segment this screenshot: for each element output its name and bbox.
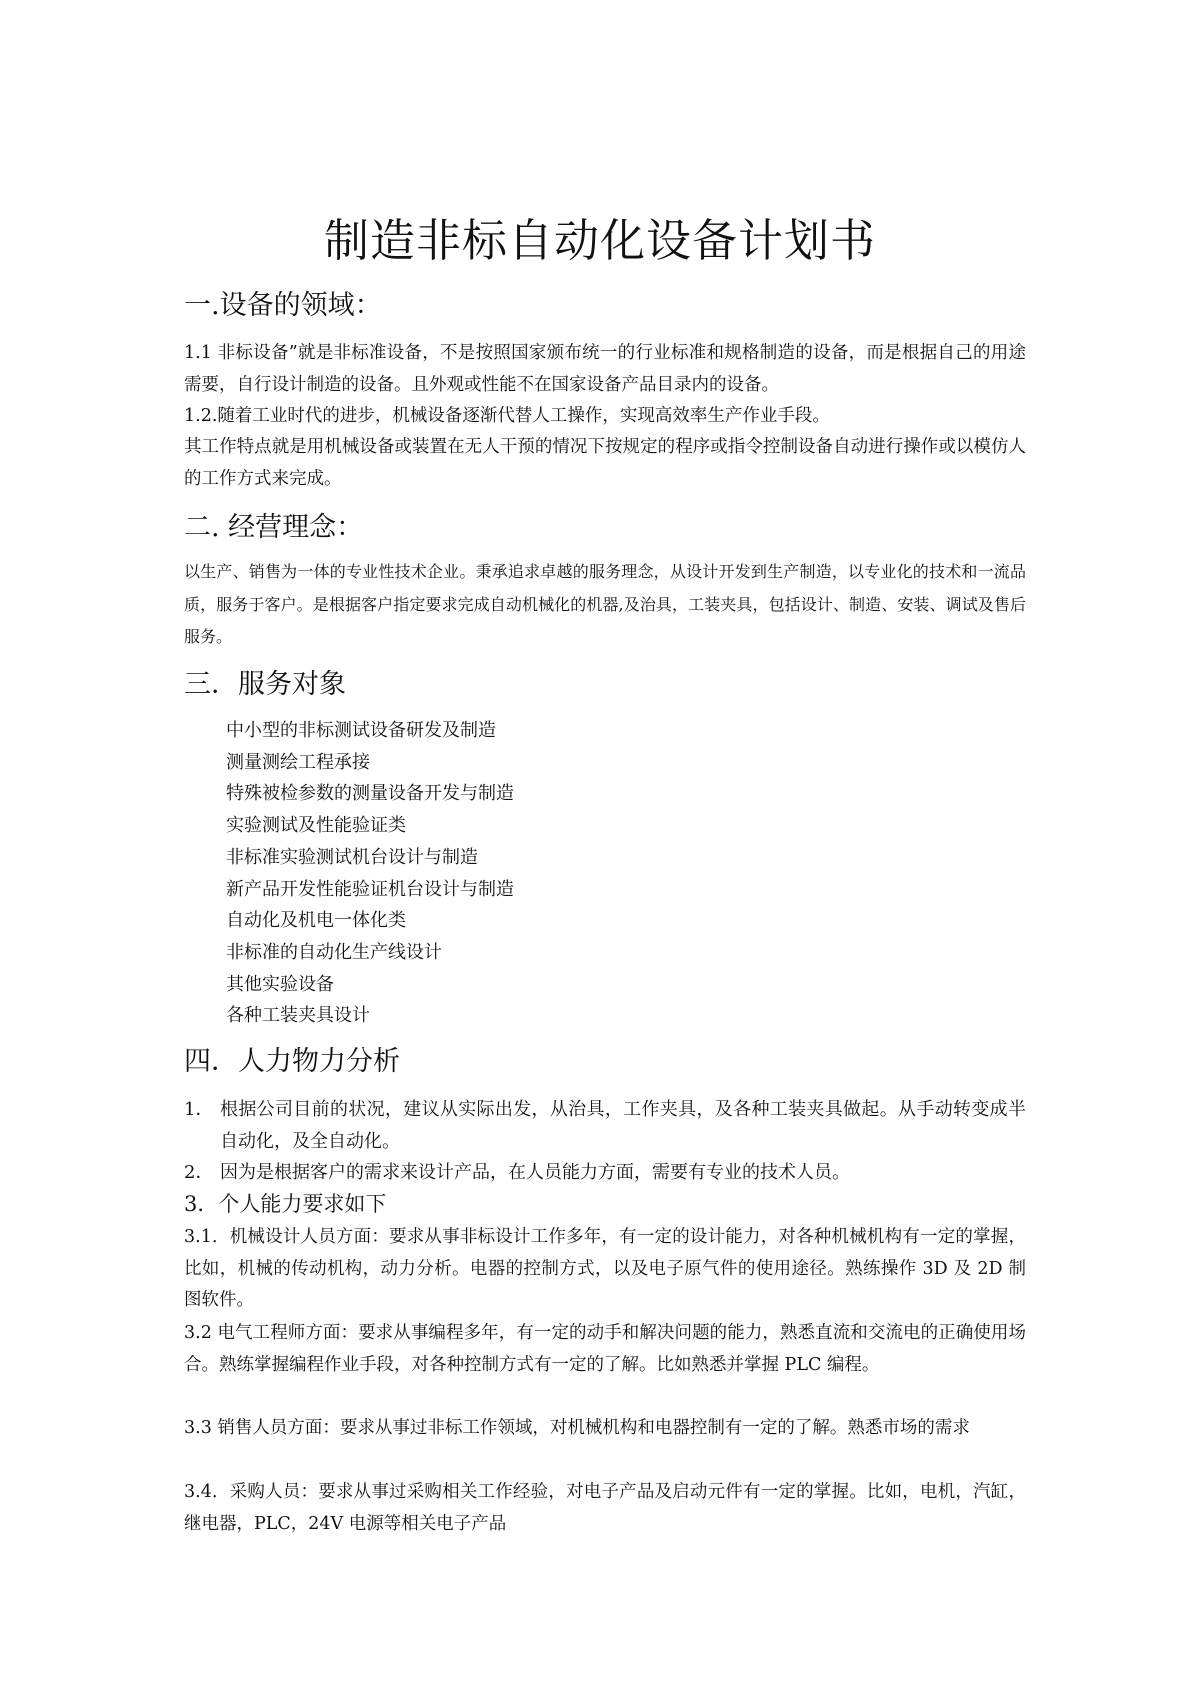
list-item: 自动化及机电一体化类 [226, 910, 406, 932]
page-title: 制造非标自动化设备计划书 [323, 214, 876, 267]
numbered-item-2 [184, 1157, 1026, 1189]
paragraph-philosophy: 以生产、销售为一体的专业性技术企业。秉承追求卓越的服务理念，从设计开发到生产制造，以专业化的技术和一流品质，服务于客户。是根据客户指定要求完成自动机械化的机器,及治具，工装夹具，包括设计、制造、安装、调试及售后服务。 [184, 562, 1026, 646]
section-heading-domain: 一.设备的领域： [184, 290, 382, 321]
section-heading-philosophy: 二. 经营理念： [184, 512, 364, 543]
list-item: 其他实验设备 [226, 973, 334, 995]
item-text: 因为是根据客户的需求来设计产品，在人员能力方面，需要有专业的技术人员。 [220, 1162, 850, 1183]
list-item: 特殊被检参数的测量设备开发与制造 [226, 783, 514, 805]
list-item: 非标准的自动化生产线设计 [226, 941, 442, 963]
list-item: 实验测试及性能验证类 [226, 815, 406, 837]
paragraph-3-3: 3.3 销售人员方面：要求从事过非标工作领域，对机械机构和电器控制有一定的了解。熟悉市场的需求 [184, 1418, 970, 1438]
item-number: 1． [184, 1099, 214, 1120]
item-text: 根据公司目前的状况，建议从实际出发，从治具，工作夹具，及各种工装夹具做起。从手动转变成半自动化，及全自动化。 [220, 1099, 1026, 1152]
list-item: 各种工装夹具设计 [226, 1005, 370, 1027]
list-item: 中小型的非标测试设备研发及制造 [226, 720, 496, 741]
paragraph-1-3: 其工作特点就是用机械设备或装置在无人干预的情况下按规定的程序或指令控制设备自动进行操作或以模仿人的工作方式来完成。 [184, 437, 1026, 489]
paragraph-3-2: 3.2 电气工程师方面：要求从事编程多年，有一定的动手和解决问题的能力，熟悉直流和交流电的正确使用场合。熟练掌握编程作业手段，对各种控制方式有一定的了解。比如熟悉并掌握 PLC 编程。 [184, 1323, 1026, 1375]
section-heading-resources: 四．人力物力分析 [184, 1046, 400, 1077]
numbered-item-1 [184, 1094, 1026, 1157]
service-target-list [226, 715, 514, 1032]
paragraph-3-1: 3.1．机械设计人员方面：要求从事非标设计工作多年，有一定的设计能力，对各种机械机构有一定的掌握，比如，机械的传动机构，动力分析。电器的控制方式，以及电子原气件的使用途径。熟练操作 3D 及 2D 制图软件。 [184, 1227, 1026, 1310]
list-item: 新产品开发性能验证机台设计与制造 [226, 878, 514, 900]
paragraph-1-2: 1.2.随着工业时代的进步，机械设备逐渐代替人工操作，实现高效率生产作业手段。 [184, 406, 830, 426]
list-item: 测量测绘工程承接 [226, 751, 370, 773]
paragraph-1-1: 1.1 非标设备”就是非标准设备，不是按照国家颁布统一的行业标准和规格制造的设备，而是根据自己的用途需要，自行设计制造的设备。且外观或性能不在国家设备产品目录内的设备。 [184, 343, 1026, 395]
paragraph-3-4: 3.4．采购人员：要求从事过采购相关工作经验，对电子产品及启动元件有一定的掌握。比如，电机，汽缸，继电器，PLC，24V 电源等相关电子产品 [184, 1482, 1026, 1534]
list-item: 非标准实验测试机台设计与制造 [226, 846, 478, 868]
numbered-item-3: 3．个人能力要求如下 [184, 1192, 387, 1216]
section-heading-service-targets: 三．服务对象 [184, 669, 346, 700]
item-number: 2． [184, 1162, 214, 1183]
